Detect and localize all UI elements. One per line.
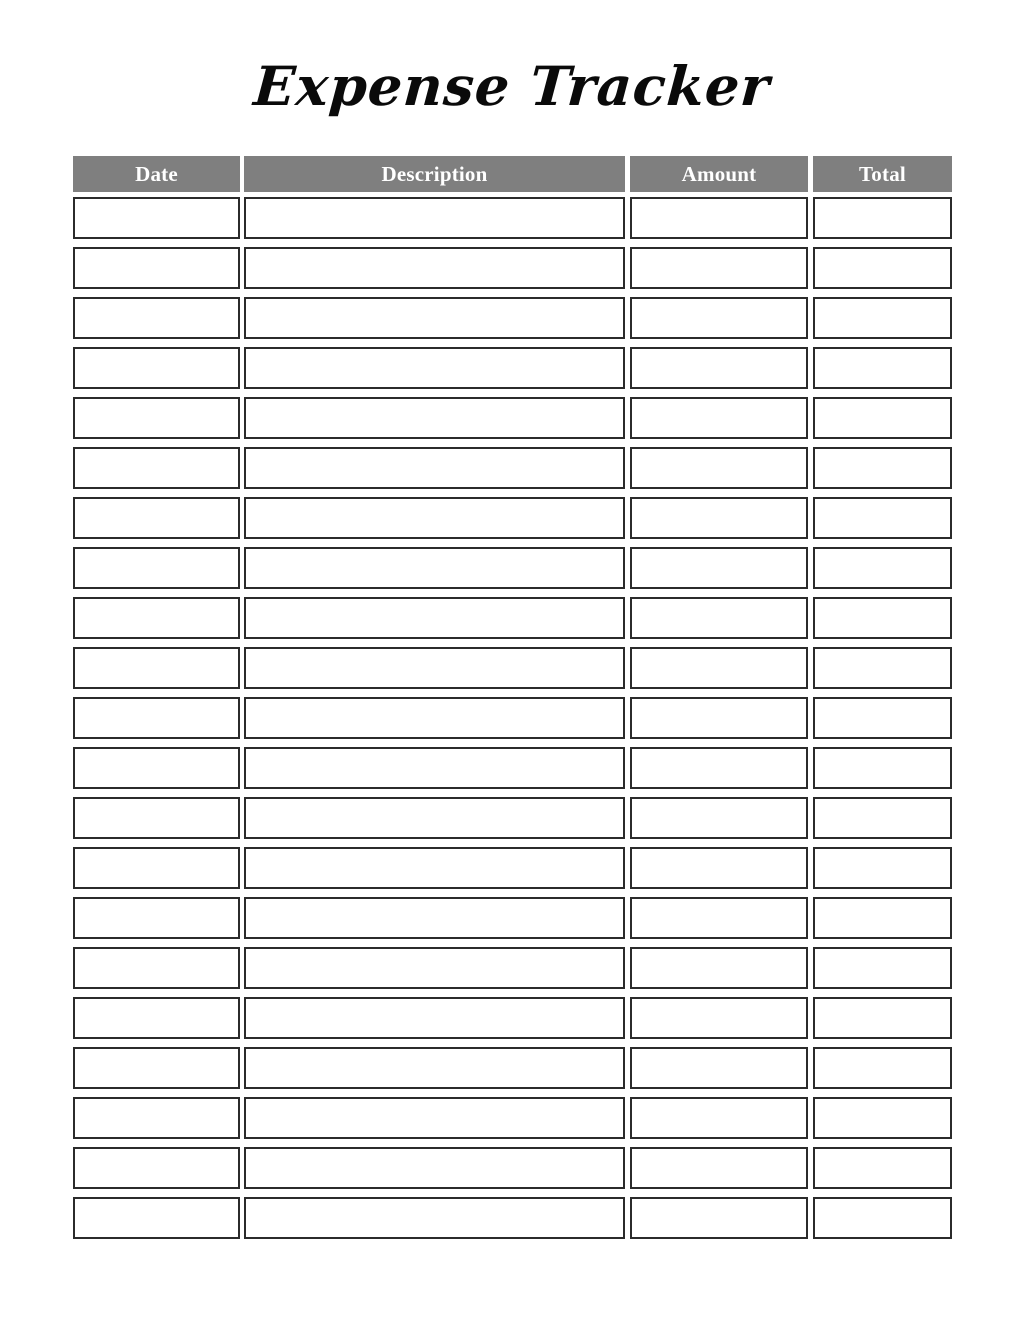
table-row xyxy=(73,247,952,289)
cell-date[interactable] xyxy=(73,347,240,389)
table-row xyxy=(73,297,952,339)
cell-date[interactable] xyxy=(73,647,240,689)
cell-total[interactable] xyxy=(813,1147,952,1189)
cell-amount[interactable] xyxy=(630,597,808,639)
cell-amount[interactable] xyxy=(630,197,808,239)
cell-total[interactable] xyxy=(813,197,952,239)
cell-total[interactable] xyxy=(813,847,952,889)
cell-date[interactable] xyxy=(73,947,240,989)
column-header-amount: Amount xyxy=(630,156,808,192)
cell-description[interactable] xyxy=(244,797,625,839)
cell-description[interactable] xyxy=(244,847,625,889)
cell-amount[interactable] xyxy=(630,1047,808,1089)
cell-description[interactable] xyxy=(244,597,625,639)
table-row xyxy=(73,597,952,639)
cell-amount[interactable] xyxy=(630,797,808,839)
cell-date[interactable] xyxy=(73,1197,240,1239)
cell-date[interactable] xyxy=(73,497,240,539)
cell-total[interactable] xyxy=(813,347,952,389)
cell-amount[interactable] xyxy=(630,997,808,1039)
cell-date[interactable] xyxy=(73,1097,240,1139)
table-row xyxy=(73,347,952,389)
expense-table xyxy=(73,156,952,1247)
table-row xyxy=(73,397,952,439)
cell-amount[interactable] xyxy=(630,547,808,589)
cell-total[interactable] xyxy=(813,1097,952,1139)
table-body xyxy=(73,197,952,1239)
cell-description[interactable] xyxy=(244,497,625,539)
cell-total[interactable] xyxy=(813,297,952,339)
cell-amount[interactable] xyxy=(630,497,808,539)
table-row xyxy=(73,747,952,789)
cell-amount[interactable] xyxy=(630,1197,808,1239)
table-row xyxy=(73,547,952,589)
column-header-date: Date xyxy=(73,156,240,192)
cell-amount[interactable] xyxy=(630,897,808,939)
cell-amount[interactable] xyxy=(630,1147,808,1189)
cell-total[interactable] xyxy=(813,447,952,489)
cell-description[interactable] xyxy=(244,947,625,989)
cell-description[interactable] xyxy=(244,347,625,389)
table-row xyxy=(73,647,952,689)
cell-date[interactable] xyxy=(73,997,240,1039)
table-header-row xyxy=(73,156,952,192)
table-row xyxy=(73,997,952,1039)
cell-date[interactable] xyxy=(73,447,240,489)
table-row xyxy=(73,947,952,989)
cell-total[interactable] xyxy=(813,747,952,789)
cell-total[interactable] xyxy=(813,997,952,1039)
table-row xyxy=(73,1197,952,1239)
cell-total[interactable] xyxy=(813,1197,952,1239)
column-header-description: Description xyxy=(244,156,625,192)
cell-total[interactable] xyxy=(813,797,952,839)
cell-total[interactable] xyxy=(813,397,952,439)
cell-description[interactable] xyxy=(244,447,625,489)
cell-amount[interactable] xyxy=(630,647,808,689)
cell-total[interactable] xyxy=(813,547,952,589)
table-row xyxy=(73,797,952,839)
cell-description[interactable] xyxy=(244,897,625,939)
cell-total[interactable] xyxy=(813,697,952,739)
table-row xyxy=(73,447,952,489)
cell-amount[interactable] xyxy=(630,697,808,739)
cell-description[interactable] xyxy=(244,547,625,589)
cell-date[interactable] xyxy=(73,597,240,639)
table-row xyxy=(73,1147,952,1189)
cell-description[interactable] xyxy=(244,297,625,339)
cell-total[interactable] xyxy=(813,597,952,639)
cell-date[interactable] xyxy=(73,547,240,589)
cell-total[interactable] xyxy=(813,1047,952,1089)
cell-description[interactable] xyxy=(244,1047,625,1089)
cell-date[interactable] xyxy=(73,797,240,839)
cell-date[interactable] xyxy=(73,1147,240,1189)
cell-amount[interactable] xyxy=(630,297,808,339)
cell-description[interactable] xyxy=(244,697,625,739)
cell-description[interactable] xyxy=(244,1097,625,1139)
cell-amount[interactable] xyxy=(630,347,808,389)
cell-date[interactable] xyxy=(73,247,240,289)
cell-amount[interactable] xyxy=(630,447,808,489)
cell-amount[interactable] xyxy=(630,747,808,789)
table-row xyxy=(73,697,952,739)
cell-date[interactable] xyxy=(73,697,240,739)
cell-total[interactable] xyxy=(813,247,952,289)
cell-description[interactable] xyxy=(244,1147,625,1189)
cell-amount[interactable] xyxy=(630,947,808,989)
table-row xyxy=(73,847,952,889)
cell-description[interactable] xyxy=(244,397,625,439)
cell-description[interactable] xyxy=(244,647,625,689)
table-row xyxy=(73,1097,952,1139)
table-row xyxy=(73,897,952,939)
cell-date[interactable] xyxy=(73,747,240,789)
cell-total[interactable] xyxy=(813,947,952,989)
cell-total[interactable] xyxy=(813,647,952,689)
cell-date[interactable] xyxy=(73,847,240,889)
cell-amount[interactable] xyxy=(630,397,808,439)
cell-total[interactable] xyxy=(813,897,952,939)
cell-description[interactable] xyxy=(244,247,625,289)
cell-date[interactable] xyxy=(73,397,240,439)
cell-description[interactable] xyxy=(244,197,625,239)
cell-date[interactable] xyxy=(73,897,240,939)
cell-description[interactable] xyxy=(244,1197,625,1239)
table-row xyxy=(73,197,952,239)
cell-amount[interactable] xyxy=(630,247,808,289)
page-title: Expense Tracker xyxy=(251,54,773,118)
cell-amount[interactable] xyxy=(630,847,808,889)
table-row xyxy=(73,497,952,539)
cell-description[interactable] xyxy=(244,997,625,1039)
cell-amount[interactable] xyxy=(630,1097,808,1139)
cell-date[interactable] xyxy=(73,1047,240,1089)
cell-description[interactable] xyxy=(244,747,625,789)
cell-date[interactable] xyxy=(73,197,240,239)
cell-date[interactable] xyxy=(73,297,240,339)
cell-total[interactable] xyxy=(813,497,952,539)
table-row xyxy=(73,1047,952,1089)
column-header-total: Total xyxy=(813,156,952,192)
